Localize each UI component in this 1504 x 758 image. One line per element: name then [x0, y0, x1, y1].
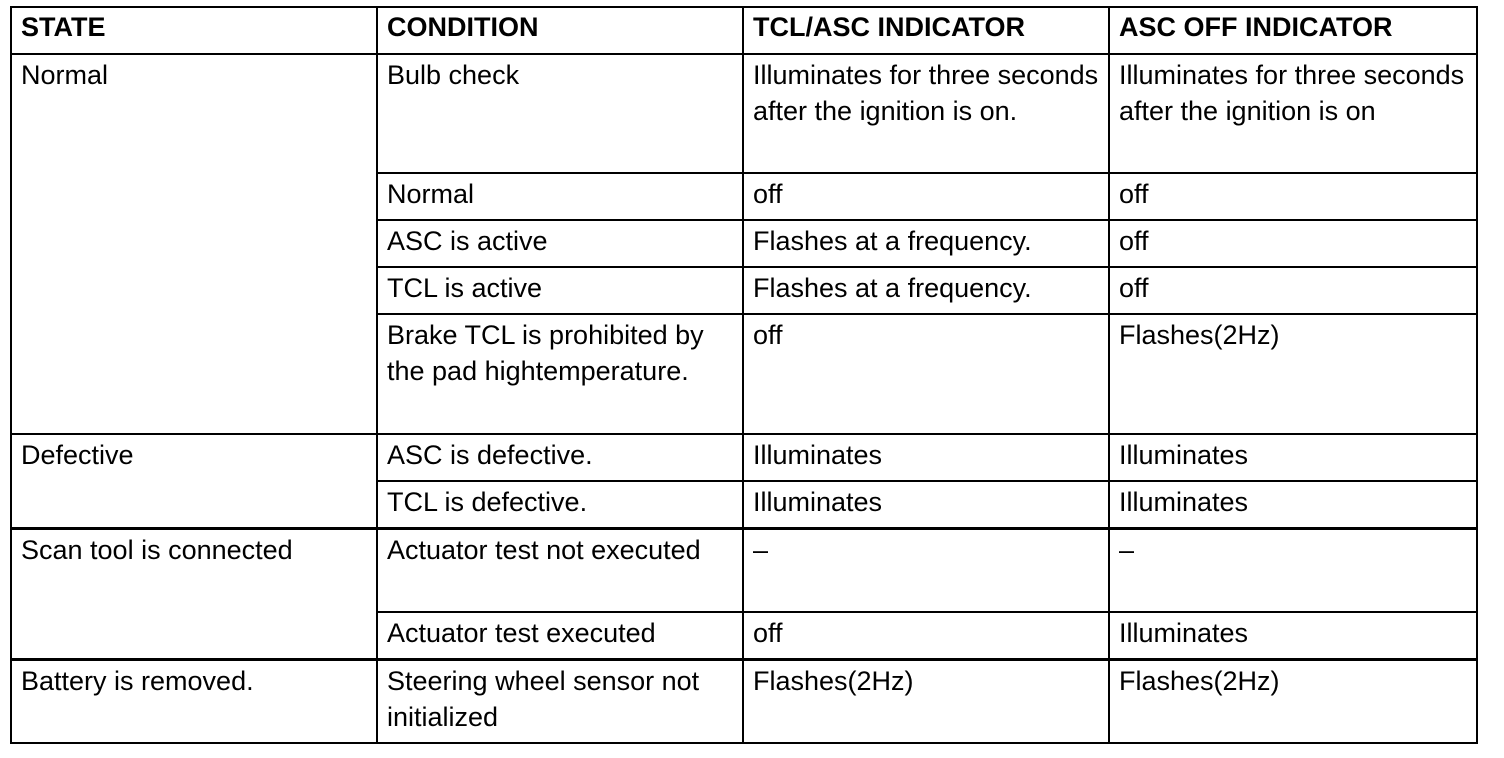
- condition-cell: Bulb check: [377, 54, 743, 173]
- condition-cell: Brake TCL is prohibited by the pad hightemperature.: [377, 314, 743, 434]
- state-cell: Scan tool is connected: [11, 528, 377, 659]
- tcl-asc-cell: Flashes at a frequency.: [743, 267, 1109, 314]
- tcl-asc-cell: Flashes(2Hz): [743, 659, 1109, 743]
- condition-cell: Normal: [377, 173, 743, 220]
- indicator-table: [10, 6, 1478, 744]
- asc-off-cell: Illuminates for three seconds after the ignition is on: [1109, 54, 1477, 173]
- condition-cell: Actuator test executed: [377, 612, 743, 659]
- state-cell: Normal: [11, 54, 377, 434]
- tcl-asc-cell: Illuminates: [743, 481, 1109, 528]
- tcl-asc-cell: Flashes at a frequency.: [743, 220, 1109, 267]
- asc-off-cell: Flashes(2Hz): [1109, 659, 1477, 743]
- state-cell: Defective: [11, 434, 377, 528]
- state-cell: Battery is removed.: [11, 659, 377, 743]
- tcl-asc-cell: off: [743, 173, 1109, 220]
- condition-cell: TCL is defective.: [377, 481, 743, 528]
- header-row: [11, 7, 1477, 54]
- condition-cell: Actuator test not executed: [377, 528, 743, 612]
- tcl-asc-cell: off: [743, 612, 1109, 659]
- tcl-asc-cell: off: [743, 314, 1109, 434]
- asc-off-cell: Flashes(2Hz): [1109, 314, 1477, 434]
- asc-off-cell: Illuminates: [1109, 434, 1477, 481]
- asc-off-cell: off: [1109, 173, 1477, 220]
- table-row: [11, 659, 1477, 743]
- asc-off-cell: Illuminates: [1109, 481, 1477, 528]
- asc-off-cell: –: [1109, 528, 1477, 612]
- asc-off-cell: off: [1109, 267, 1477, 314]
- header-condition: CONDITION: [377, 7, 743, 54]
- header-asc-off-indicator: ASC OFF INDICATOR: [1109, 7, 1477, 54]
- table-row: [11, 528, 1477, 612]
- condition-cell: Steering wheel sensor not initialized: [377, 659, 743, 743]
- asc-off-cell: Illuminates: [1109, 612, 1477, 659]
- tcl-asc-cell: Illuminates: [743, 434, 1109, 481]
- table-row: [11, 54, 1477, 173]
- asc-off-cell: off: [1109, 220, 1477, 267]
- condition-cell: ASC is active: [377, 220, 743, 267]
- condition-cell: ASC is defective.: [377, 434, 743, 481]
- header-state: STATE: [11, 7, 377, 54]
- tcl-asc-cell: –: [743, 528, 1109, 612]
- header-tcl-asc-indicator: TCL/ASC INDICATOR: [743, 7, 1109, 54]
- table-row: [11, 434, 1477, 481]
- tcl-asc-cell: Illuminates for three seconds after the ignition is on.: [743, 54, 1109, 173]
- condition-cell: TCL is active: [377, 267, 743, 314]
